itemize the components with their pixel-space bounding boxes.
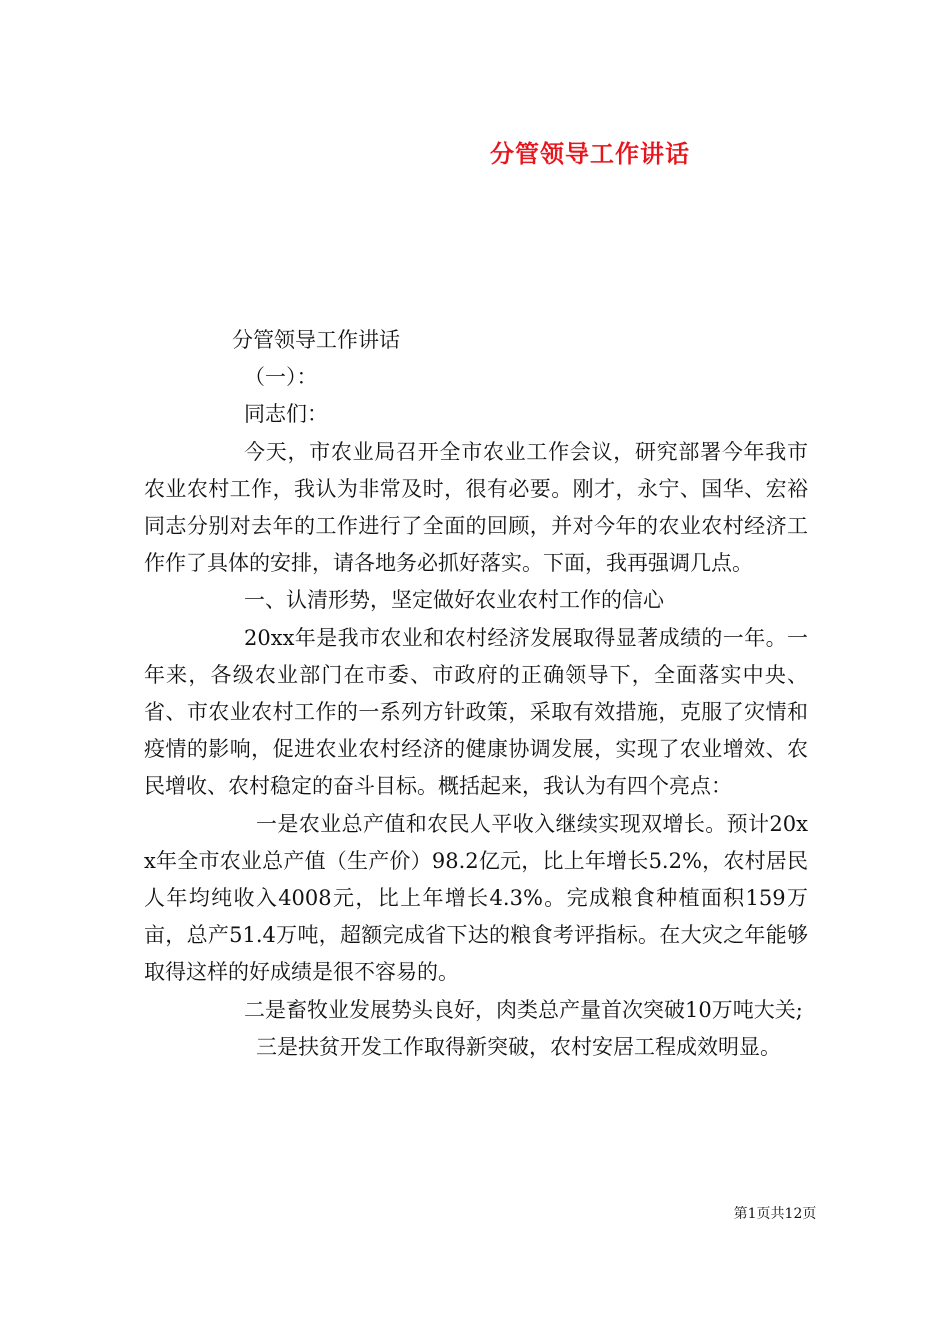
paragraph-subheading: （一）： — [244, 365, 318, 390]
paragraph-salutation: 同志们： — [244, 402, 328, 427]
paragraph-highlight-2: 二是畜牧业发展势头良好，肉类总产量首次突破10万吨大关; — [244, 997, 803, 1022]
paragraph-review: 20xx年是我市农业和农村经济发展取得显著成绩的一年。一年来，各级农业部门在市委、市政府的正确领导下，全面落实中央、省、市农业农村工作的一系列方针政策，采取有效措施，克服了灾情和疫情的影响，促进农业农村经济的健康协调发展，实现了农业增效、农民增收、农村稳定的奋斗目标。概括起来，我认为有四个亮点： — [144, 625, 808, 799]
document-body — [144, 322, 808, 1066]
paragraph-section-heading: 一、认清形势，坚定做好农业农村工作的信心 — [244, 588, 664, 613]
paragraph-heading: 分管领导工作讲话 — [232, 328, 400, 352]
page-footer: 第1页共12页 — [733, 1206, 817, 1222]
page-title: 分管领导工作讲话 — [490, 139, 690, 168]
paragraph-highlight-3: 三是扶贫开发工作取得新突破，农村安居工程成效明显。 — [256, 1034, 781, 1059]
paragraph-highlight-1: 一是农业总产值和农民人平收入继续实现双增长。预计20xx年全市农业总产值（生产价）98.2亿元，比上年增长5.2%，农村居民人年均纯收入4008元，比上年增长4.3%。完成粮食种植面积159万亩，总产51.4万吨，超额完成省下达的粮食考评指标。在大灾之年能够取得这样的好成绩是很不容易的。 — [144, 811, 808, 985]
paragraph-intro: 今天，市农业局召开全市农业工作会议，研究部署今年我市农业农村工作，我认为非常及时，很有必要。刚才，永宁、国华、宏裕同志分别对去年的工作进行了全面的回顾，并对今年的农业农村经济工作作了具体的安排，请各地务必抓好落实。下面，我再强调几点。 — [144, 439, 808, 576]
